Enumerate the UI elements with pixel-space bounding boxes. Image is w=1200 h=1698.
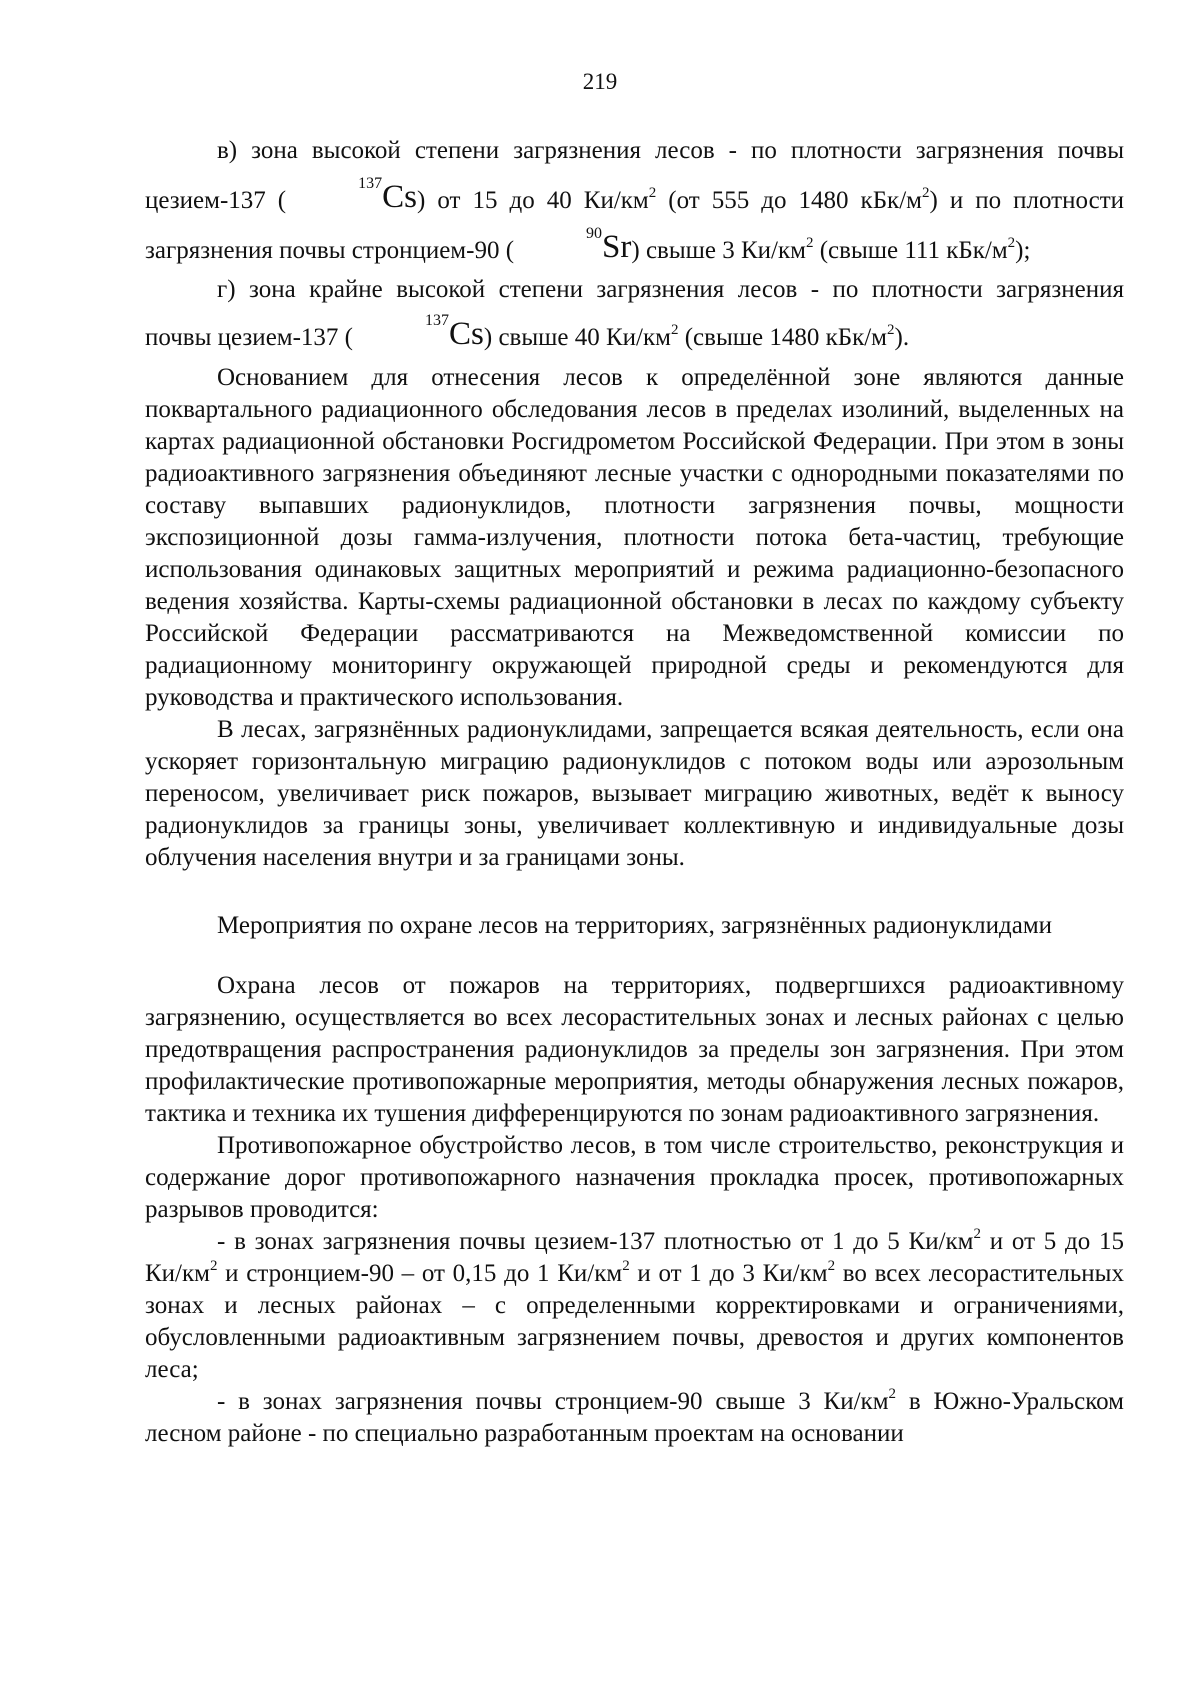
text-run: ); [1015, 237, 1031, 264]
isotope-symbol: Cs [382, 179, 417, 215]
unit-superscript: 2 [887, 322, 895, 338]
paragraph-zone-extreme [145, 272, 1124, 356]
text-run: и от 1 до 3 Ки/км [629, 1260, 828, 1287]
paragraph-zone-high [145, 126, 1124, 276]
isotope-symbol: Sr [602, 229, 632, 265]
list-item-cs-sr-zones [145, 1226, 1124, 1386]
page-body [145, 126, 1124, 1450]
text-run: - в зонах загрязнения почвы цезием-137 плотностью от 1 до 5 Ки/км [217, 1228, 974, 1255]
spacer [145, 942, 1124, 970]
unit-superscript: 2 [805, 235, 814, 251]
text-run: ) свыше 3 Ки/км [631, 237, 806, 264]
text-run: в) зона высокой степени загрязнения лесов - по плотности загрязнения почвы цезием-137 ( [145, 137, 1124, 214]
unit-superscript: 2 [888, 1386, 897, 1402]
text-run: (от 555 до 1480 кБк/м [656, 187, 922, 214]
text-run: (свыше 111 кБк/м [813, 237, 1008, 264]
unit-superscript: 2 [622, 1258, 630, 1274]
isotope-cs137 [353, 312, 484, 356]
text-run: - в зонах загрязнения почвы стронцием-90 свыше 3 Ки/км [217, 1388, 889, 1415]
text-run: ) свыше 40 Ки/км [483, 324, 671, 351]
text-run: г) зона крайне высокой степени загрязнения лесов - по плотности загрязнения почвы цезием-137 ( [145, 276, 1124, 351]
unit-superscript: 2 [827, 1258, 836, 1274]
unit-superscript: 2 [209, 1258, 218, 1274]
list-item-sr-high-zones [145, 1386, 1124, 1450]
isotope-symbol: Cs [449, 316, 484, 352]
page-number: 219 [582, 69, 618, 94]
text-run: ) и по плотности загрязнения почвы стронцием-90 ( [145, 187, 1125, 264]
text-run: ) от 15 до 40 Ки/км [417, 187, 649, 214]
unit-superscript: 2 [648, 185, 657, 201]
unit-superscript: 2 [1007, 235, 1016, 251]
isotope-mass-number: 137 [358, 175, 383, 192]
text-run: в Южно-Уральском лесном районе - по специально разработанным проектам на основании [145, 1388, 1124, 1447]
unit-superscript: 2 [973, 1226, 982, 1242]
text-run: (свыше 1480 кБк/м [678, 324, 888, 351]
text-run: и стронцием-90 – от 0,15 до 1 Ки/км [217, 1260, 623, 1287]
isotope-mass-number: 137 [425, 312, 450, 329]
isotope-mass-number: 90 [586, 225, 603, 242]
text-run: ). [894, 324, 910, 351]
section-heading: Мероприятия по охране лесов на территориях, загрязнённых радионуклидами [217, 912, 1053, 939]
paragraph-prohibited-activities: В лесах, загрязнённых радионуклидами, запрещается всякая деятельность, если она ускоряет горизонтальную миграцию радионуклидов с потоком воды или аэрозольным переносом, увеличивает риск пожаров, вызывает миграцию животных, ведёт к выносу радионуклидов за границы зоны, увеличивает коллективную и индивидуальные дозы облучения населения внутри и за границами зоны. [145, 716, 1124, 871]
unit-superscript: 2 [921, 185, 930, 201]
unit-superscript: 2 [670, 322, 679, 338]
isotope-sr90 [514, 226, 631, 276]
paragraph-fire-protection: Охрана лесов от пожаров на территориях, подвергшихся радиоактивному загрязнению, осуществляется во всех лесорастительных зонах и лесных районах с целью предотвращения распространения радионуклидов за пределы зон загрязнения. При этом профилактические противопожарные мероприятия, методы обнаружения лесных пожаров, тактика и техника их тушения дифференцируются по зонам радиоактивного загрязнения. [145, 972, 1124, 1127]
isotope-cs137 [286, 176, 417, 226]
paragraph-fire-infrastructure: Противопожарное обустройство лесов, в том числе строительство, реконструкция и содержание дорог противопожарного назначения прокладка просек, противопожарных разрывов проводится: [145, 1132, 1124, 1223]
paragraph-basis: Основанием для отнесения лесов к определённой зоне являются данные поквартального радиационного обследования лесов в пределах изолиний, выделенных на картах радиационной обстановки Росгидрометом Российской Федерации. При этом в зоны радиоактивного загрязнения объединяют лесные участки с однородными показателями по составу выпавших радионуклидов, плотности загрязнения почвы, мощности экспозиционной дозы гамма-излучения, плотности потока бета-частиц, требующие использования одинаковых защитных мероприятий и режима радиационно-безопасного ведения хозяйства. Карты-схемы радиационной обстановки в лесах по каждому субъекту Российской Федерации рассматриваются на Межведомственной комиссии по радиационному мониторингу окружающей природной среды и рекомендуются для руководства и практического использования. [145, 364, 1124, 711]
text-run: во всех лесорастительных зонах и лесных районах – с определенными корректировками и ограничениями, обусловленными радиоактивным загрязнением почвы, древостоя и других компонентов леса; [145, 1260, 1124, 1383]
text-run: и от 5 до 15 Ки/км [145, 1228, 1124, 1287]
